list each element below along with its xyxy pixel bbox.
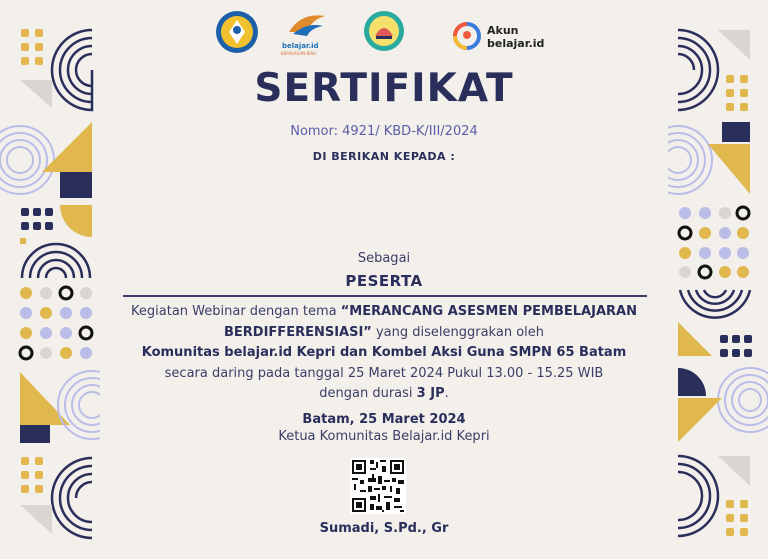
belajar-id-label: belajar.id [282, 42, 319, 50]
signer-name: Sumadi, S.Pd., Gr [319, 521, 449, 536]
divider-line [123, 295, 647, 297]
duration: 3 JP [416, 386, 445, 401]
belajar-id-logo [287, 10, 327, 40]
dot-grid-navy [21, 208, 53, 230]
place-date: Batam, 25 Maret 2024 [302, 412, 466, 427]
dot-grid-gold [21, 29, 43, 65]
certificate-number: Nomor: 4921/ KBD-K/III/2024 [290, 124, 478, 139]
circle-dot-grid [20, 287, 92, 359]
as-label: Sebagai [357, 251, 411, 266]
logo-row [205, 10, 565, 62]
belajar-id-sublabel: KEPULAUAN RIAU [281, 51, 317, 56]
certificate-body: Kegiatan Webinar dengan tema “MERANCANG ASESMEN PEMBELAJARAN BERDIFFERENSIASI” yang diselenggrakan oleh Komunitas belajar.id Kepri dan Kombel Aksi Guna SMPN 65 Batam secara daring pada tanggal 25 Maret 2024 Pukul 13.00 - 15.25 WIB dengan durasi 3 JP. [131, 304, 637, 401]
akun-belajar-label: Akun belajar.id [487, 24, 545, 50]
organizer: Komunitas belajar.id Kepri dan Kombel Aksi Guna SMPN 65 Batam [141, 345, 627, 360]
webinar-theme: “MERANCANG ASESMEN PEMBELAJARAN BERDIFFERENSIASI” [224, 304, 637, 340]
signer-title: Ketua Komunitas Belajar.id Kepri [278, 429, 490, 444]
kombel-logo [363, 10, 405, 52]
recipient-role: PESERTA [345, 272, 423, 290]
akun-belajar-logo [453, 22, 481, 50]
given-to-label: DI BERIKAN KEPADA : [312, 150, 456, 163]
tut-wuri-handayani-logo [215, 10, 259, 54]
qr-code-icon [350, 458, 406, 514]
event-datetime: secara daring pada tanggal 25 Maret 2024 Pukul 13.00 - 15.25 WIB [164, 365, 604, 381]
certificate-title: SERTIFIKAT [254, 66, 514, 111]
